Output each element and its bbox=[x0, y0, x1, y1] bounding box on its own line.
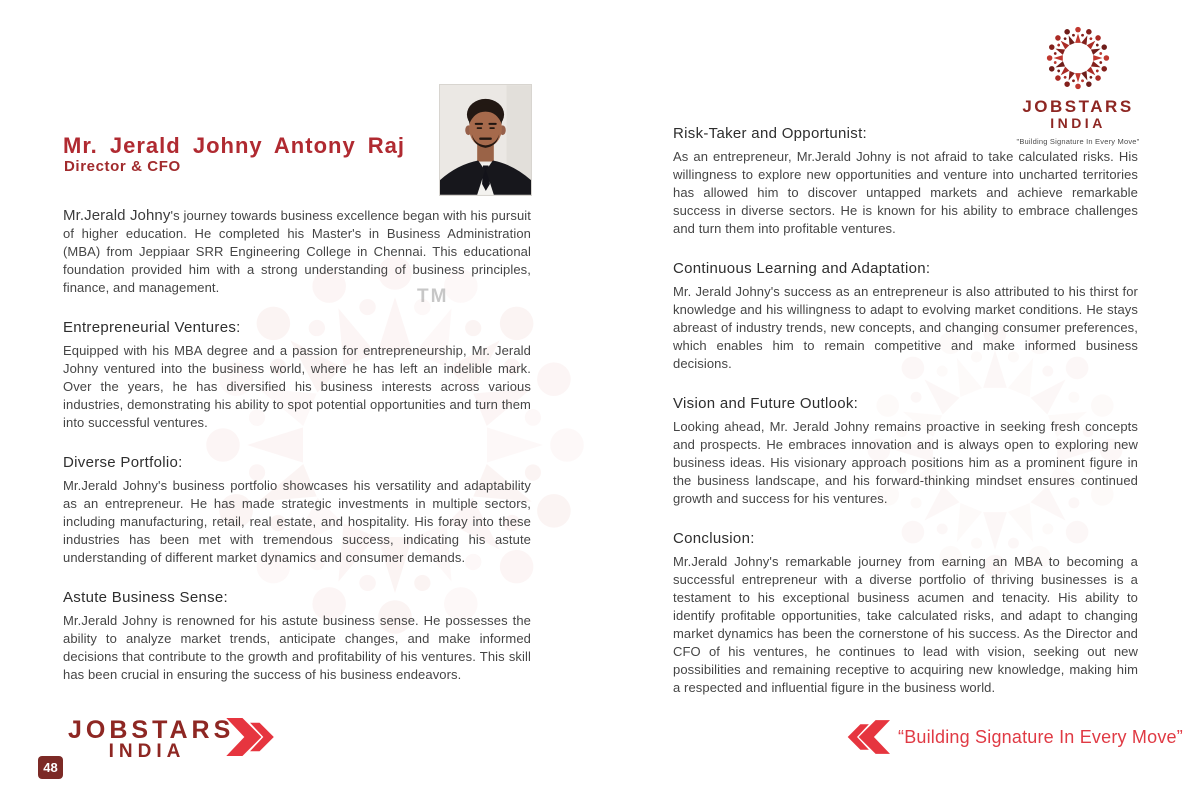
profile-name: Mr. Jerald Johny Antony Raj bbox=[63, 133, 406, 158]
starburst-logo-icon bbox=[1045, 25, 1111, 91]
section-body: Mr.Jerald Johny's business portfolio showcases his versatility and adaptability as an entrepreneur. He has made strategic investments in multiple sectors, including manufacturing, retail, real estate, and hospitality. His foray into these industries has been met with tremendous success, indicating his astute understanding of different market dynamics and consumer demands. bbox=[63, 478, 531, 565]
section-heading: Continuous Learning and Adaptation: bbox=[673, 260, 931, 277]
section-heading: Entrepreneurial Ventures: bbox=[63, 319, 241, 336]
right-column bbox=[673, 125, 1138, 697]
brand-tagline-small: "Building Signature In Every Move" bbox=[1016, 137, 1140, 146]
profile-role: Director & CFO bbox=[64, 158, 181, 175]
section-body: Looking ahead, Mr. Jerald Johny remains proactive in seeking fresh concepts and prospects. He embraces innovation and is always open to exploring new business ideas. His visionary approach positions him as a prominent figure in the business landscape, and his forward-thinking mindset ensures continued growth and success for his ventures. bbox=[673, 419, 1138, 506]
portrait-illustration bbox=[440, 85, 531, 195]
footer-wordmark-line1: JOBSTARS bbox=[68, 716, 235, 744]
profile-photo bbox=[439, 84, 532, 196]
intro-rest: 's journey towards business excellence began with his pursuit of higher education. He completed his Master's in Business Administration (MBA) from Jeppiaar SRR Engineering College in Chennai. This educational foundation provided him with a strong understanding of business principles, finance, and management. bbox=[63, 208, 531, 295]
section-body: Mr. Jerald Johny's success as an entrepreneur is also attributed to his thirst for knowledge and his willingness to adapt to evolving market conditions. He stays abreast of industry trends, new concepts, and changing consumer preferences, which enables him to remain competitive and make informed business decisions. bbox=[673, 284, 1138, 371]
left-column bbox=[63, 207, 531, 684]
double-chevron-left-icon bbox=[846, 720, 890, 754]
intro-lead: Mr.Jerald Johny bbox=[63, 207, 171, 224]
footer-tagline-group bbox=[846, 720, 1183, 754]
brand-wordmark-line1: JOBSTARS bbox=[1022, 97, 1134, 116]
section-body: Mr.Jerald Johny's remarkable journey from earning an MBA to becoming a successful entrepreneur with a diverse portfolio of thriving businesses is a testament to his exceptional business acumen and tenacity. His ability to identify profitable opportunities, take calculated risks, and adapt to changing market dynamics has been the cornerstone of his success. As the Director and CFO of his ventures, he continues to lead with vision, seeking out new possibilities and remaining receptive to acquiring new knowledge, making him a respected and influential figure in the business world. bbox=[673, 554, 1138, 695]
section-body: As an entrepreneur, Mr.Jerald Johny is not afraid to take calculated risks. His willingness to explore new opportunities and venture into uncharted territories has allowed him to discover untapped markets and achieve remarkable success in diverse sectors. He is known for his ability to embrace challenges and turn them into profitable ventures. bbox=[673, 149, 1138, 236]
footer-wordmark-line2: INDIA bbox=[108, 741, 186, 762]
intro-paragraph bbox=[63, 207, 531, 297]
section-heading: Risk-Taker and Opportunist: bbox=[673, 125, 868, 142]
watermark-tm-text: TM bbox=[417, 286, 449, 307]
double-chevron-right-icon bbox=[226, 718, 276, 756]
brand-wordmark-line2: INDIA bbox=[1050, 115, 1106, 131]
section-heading: Vision and Future Outlook: bbox=[673, 395, 859, 412]
footer-tagline: “Building Signature In Every Move” bbox=[898, 726, 1183, 747]
section-heading: Conclusion: bbox=[673, 530, 755, 547]
section-heading: Diverse Portfolio: bbox=[63, 454, 183, 471]
section-body: Equipped with his MBA degree and a passion for entrepreneurship, Mr. Jerald Johny ventured into the business world, where he has left an indelible mark. Over the years, he has diversified his business interests across various industries, demonstrating his ability to spot potential opportunities and turn them into successful ventures. bbox=[63, 343, 531, 430]
section-body: Mr.Jerald Johny is renowned for his astute business sense. He possesses the ability to analyze market trends, anticipate changes, and make informed decisions that contribute to the growth and profitability of his ventures. This skill has been crucial in ensuring the success of his business endeavors. bbox=[63, 613, 531, 682]
footer-brand-logo bbox=[68, 718, 234, 761]
section-heading: Astute Business Sense: bbox=[63, 589, 229, 606]
page-number-badge: 48 bbox=[38, 756, 63, 779]
